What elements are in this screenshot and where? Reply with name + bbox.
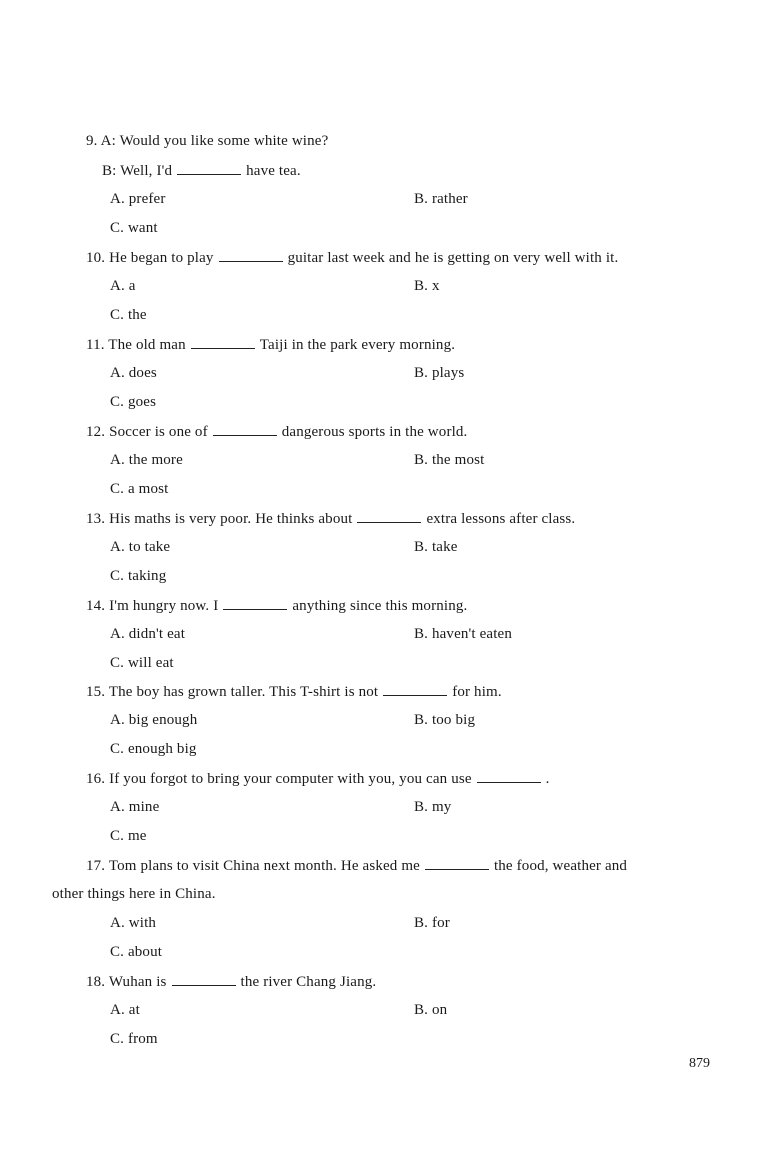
answer-blank	[425, 855, 489, 870]
option-a: A. didn't eat	[110, 626, 186, 642]
question-text: If you forgot to bring your computer with you, you can use	[109, 771, 472, 787]
question-text: for him.	[452, 684, 502, 700]
question-14-stem	[86, 595, 467, 616]
option-a: A. a	[110, 278, 136, 294]
question-text: Tom plans to visit China next month. He asked me	[108, 858, 420, 874]
question-12-stem	[86, 421, 467, 442]
question-text: Soccer is one of	[109, 424, 208, 440]
option-b: B. on	[414, 1002, 448, 1018]
question-number: 11.	[86, 337, 105, 353]
option-b: B. rather	[414, 191, 468, 207]
question-text: The old man	[108, 337, 186, 353]
option-c: C. about	[110, 944, 163, 960]
option-c: C. me	[110, 828, 147, 844]
question-9-stem-line2	[102, 160, 301, 181]
option-b: B. haven't eaten	[414, 626, 512, 642]
question-text: He began to play	[109, 250, 214, 266]
option-c: C. from	[110, 1031, 158, 1047]
option-b: B. take	[414, 539, 458, 555]
question-10-stem	[86, 247, 618, 268]
question-number: 13.	[86, 511, 106, 527]
option-b: B. plays	[414, 365, 465, 381]
option-b: B. my	[414, 799, 452, 815]
question-text: Taiji in the park every morning.	[259, 337, 456, 353]
question-13-stem	[86, 508, 575, 529]
option-a: A. at	[110, 1002, 140, 1018]
question-text: dangerous sports in the world.	[281, 424, 468, 440]
option-b: B. the most	[414, 452, 485, 468]
question-text: anything since this morning.	[292, 598, 468, 614]
question-number: 9.	[86, 133, 98, 149]
question-number: 17.	[86, 858, 106, 874]
question-number: 14.	[86, 598, 106, 614]
question-text: Wuhan is	[108, 974, 167, 990]
option-c: C. goes	[110, 394, 157, 410]
option-c: C. the	[110, 307, 147, 323]
question-15-stem	[86, 681, 502, 702]
question-text: I'm hungry now. I	[109, 598, 219, 614]
question-text: extra lessons after class.	[426, 511, 576, 527]
answer-blank	[172, 971, 236, 986]
option-c: C. will eat	[110, 655, 174, 671]
answer-blank	[223, 595, 287, 610]
question-11-stem	[86, 334, 455, 355]
option-a: A. big enough	[110, 712, 198, 728]
question-text: have tea.	[246, 163, 301, 179]
option-a: A. the more	[110, 452, 183, 468]
question-number: 18.	[86, 974, 106, 990]
question-text: guitar last week and he is getting on very well with it.	[287, 250, 619, 266]
question-text: A: Would you like some white wine?	[100, 133, 329, 149]
option-a: A. mine	[110, 799, 160, 815]
question-number: 10.	[86, 250, 106, 266]
option-c: C. a most	[110, 481, 169, 497]
option-a: A. does	[110, 365, 157, 381]
option-a: A. to take	[110, 539, 171, 555]
answer-blank	[357, 508, 421, 523]
question-text: the food, weather and	[493, 858, 628, 874]
question-16-stem	[86, 768, 550, 789]
option-c: C. taking	[110, 568, 167, 584]
question-text: B: Well, I'd	[102, 163, 173, 179]
question-text: .	[545, 771, 550, 787]
option-c: C. want	[110, 220, 158, 236]
page-number: 879	[689, 1056, 710, 1071]
option-b: B. for	[414, 915, 450, 931]
answer-blank	[383, 681, 447, 696]
answer-blank	[213, 421, 277, 436]
question-text: His maths is very poor. He thinks about	[109, 511, 353, 527]
answer-blank	[177, 160, 241, 175]
answer-blank	[477, 768, 541, 783]
question-number: 12.	[86, 424, 106, 440]
option-b: B. x	[414, 278, 440, 294]
question-number: 16.	[86, 771, 106, 787]
question-18-stem	[86, 971, 376, 992]
answer-blank	[191, 334, 255, 349]
question-17-stem-continuation: other things here in China.	[52, 886, 216, 902]
option-c: C. enough big	[110, 741, 197, 757]
question-text: The boy has grown taller. This T-shirt is not	[108, 684, 379, 700]
question-number: 15.	[86, 684, 106, 700]
question-17-stem	[86, 855, 627, 876]
option-a: A. prefer	[110, 191, 166, 207]
option-b: B. too big	[414, 712, 476, 728]
option-a: A. with	[110, 915, 157, 931]
answer-blank	[219, 247, 283, 262]
question-text: the river Chang Jiang.	[240, 974, 377, 990]
question-9-stem	[86, 131, 328, 151]
